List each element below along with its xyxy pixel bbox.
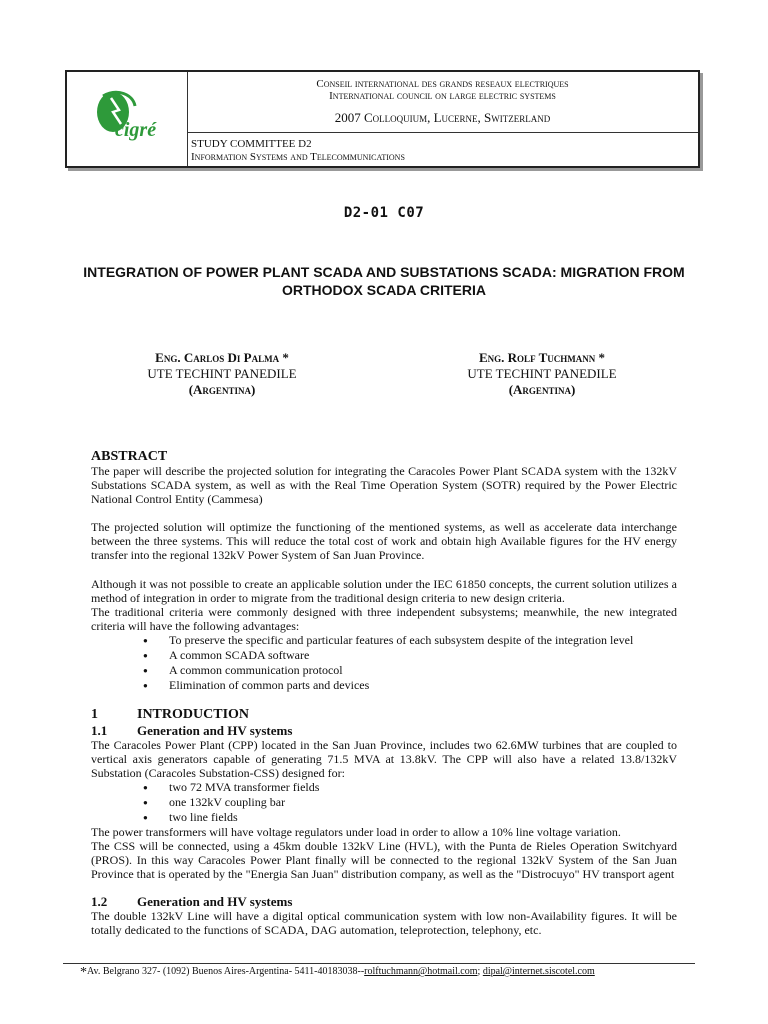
paper-title: INTEGRATION OF POWER PLANT SCADA AND SUBSTATIONS SCADA: MIGRATION FROM ORTHODOX SCADA CRITERIA xyxy=(83,264,685,298)
author-country: (Argentina) xyxy=(508,382,576,397)
subsection-title: Generation and HV systems xyxy=(137,723,293,738)
section-1-1-paragraph-1: The Caracoles Power Plant (CPP) located in the San Juan Province, includes two 62.6MW turbines that are coupled to vertical axis generators capable of generating 71.5 MVA at 13.8kV. The CPP will also have a related 13.8/132kV Substation (Caracoles Substation-CSS) designed for: xyxy=(91,738,677,780)
subsection-1-2-heading xyxy=(91,894,292,910)
author-affiliation: UTE TECHINT PANEDILE xyxy=(147,366,297,381)
abstract-paragraph-1: The paper will describe the projected solution for integrating the Caracoles Power Plant SCADA system with the 132kV Substations SCADA system, as well as with the Real Time Operation System (SOTR) required by the Power Electric National Control Entity (Cammesa) xyxy=(91,464,677,506)
list-item: ● two 72 MVA transformer fields xyxy=(143,780,683,795)
author-name: Eng. Rolf Tuchmann * xyxy=(479,350,605,365)
subsection-number: 1.2 xyxy=(91,894,108,909)
email-link-2[interactable]: dipal@internet.siscotel.com xyxy=(482,966,595,977)
org-name-english: International council on large electric systems xyxy=(329,90,556,102)
footnote xyxy=(80,965,595,981)
section-1-2-paragraph-1: The double 132kV Line will have a digital optical communication system with low non-Availability figures. It will be totally dedicated to the functions of SCADA, DAG automation, teleprotection, telephony, etc. xyxy=(91,909,677,937)
section-1-1-paragraph-3: The CSS will be connected, using a 45km double 132kV Line (HVL), with the Punta de Rieles Operation Switchyard (PROS). In this way Caracoles Power Plant finally will be connected to the regional 132kV System of the San Juan Province that is operated by the "Energia San Juan" distribution company, as well as the "Distrocuyo" HV transport agent xyxy=(91,839,677,881)
list-item: ● one 132kV coupling bar xyxy=(143,795,683,810)
email-link-1[interactable]: rolftuchmann@hotmail.com xyxy=(364,966,478,977)
logo-text: cigré xyxy=(115,119,157,141)
footnote-marker: * xyxy=(80,965,87,980)
footnote-rule xyxy=(63,963,695,964)
abstract-paragraph-2: The projected solution will optimize the functioning of the mentioned systems, as well as accelerate data interchange between the three systems. This will reduce the total cost of work and obtain high Available figures for the HV energy transfer into the regional 132kV Power System of San Juan Province. xyxy=(91,520,677,562)
author-2 xyxy=(422,350,662,398)
footnote-separator: ; xyxy=(477,966,483,977)
advantages-list xyxy=(143,633,683,693)
study-committee-topic: Information Systems and Telecommunications xyxy=(191,151,405,163)
section-title: INTRODUCTION xyxy=(137,707,250,722)
cigre-logo-icon xyxy=(87,84,177,154)
abstract-paragraph-4: The traditional criteria were commonly designed with three independent subsystems; meanwhile, the new integrated criteria will have the following advantages: xyxy=(91,605,677,633)
author-1 xyxy=(102,350,342,398)
author-name: Eng. Carlos Di Palma * xyxy=(155,350,289,365)
colloquium-title: 2007 Colloquium, Lucerne, Switzerland xyxy=(334,110,551,125)
header-divider xyxy=(187,132,698,133)
list-item: ● A common communication protocol xyxy=(143,663,683,678)
subsection-title: Generation and HV systems xyxy=(137,894,293,909)
list-item: ● two line fields xyxy=(143,810,683,825)
conference-header-box xyxy=(65,70,700,168)
study-committee: STUDY COMMITTEE D2 xyxy=(191,138,312,150)
subsection-number: 1.1 xyxy=(91,723,108,738)
section-1-heading xyxy=(91,707,249,723)
list-item: ● To preserve the specific and particular features of each subsystem despite of the integration level xyxy=(143,633,683,648)
section-number: 1 xyxy=(91,707,98,722)
list-item: ● Elimination of common parts and devices xyxy=(143,678,683,693)
paper-id: D2-01 C07 xyxy=(343,205,425,221)
list-item: ● A common SCADA software xyxy=(143,648,683,663)
abstract-heading: ABSTRACT xyxy=(91,449,168,464)
org-name-french: Conseil international des grands reseaux electriques xyxy=(316,78,569,90)
author-affiliation: UTE TECHINT PANEDILE xyxy=(467,366,617,381)
section-1-1-paragraph-2: The power transformers will have voltage regulators under load in order to allow a 10% line voltage variation. xyxy=(91,825,621,839)
abstract-paragraph-3: Although it was not possible to create an applicable solution under the IEC 61850 concepts, the current solution utilizes a method of integration in order to migrate from the traditional design criteria to new design criteria. xyxy=(91,577,677,605)
logo-cell xyxy=(67,72,188,166)
footnote-address: Av. Belgrano 327- (1092) Buenos Aires-Argentina- 5411-40183038-- xyxy=(87,966,365,977)
substation-fields-list xyxy=(143,780,683,825)
author-country: (Argentina) xyxy=(188,382,256,397)
subsection-1-1-heading xyxy=(91,723,292,739)
